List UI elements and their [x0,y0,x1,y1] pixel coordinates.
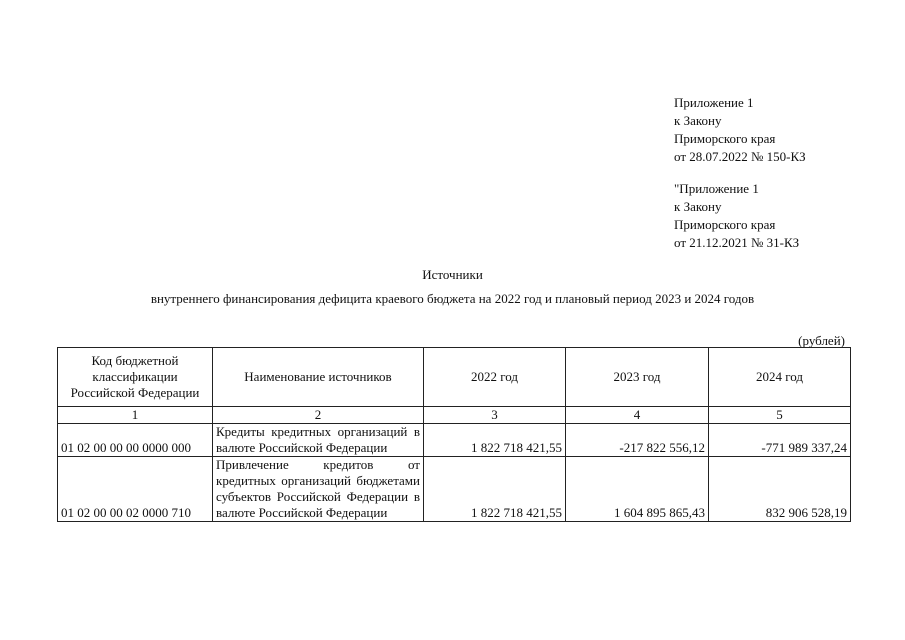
units-label: (рублей) [798,333,845,348]
amount-2022: 1 822 718 421,55 [424,457,566,522]
header-source-name: Наименование источников [213,348,424,407]
appendix-reference-prior [674,180,799,252]
appendix-reference-current [674,94,806,166]
source-name: Привлечение кредитов от кредитных организаций бюджетами субъектов Российской Федерации в валюте Российской Федерации [213,457,424,522]
classification-code: 01 02 00 00 02 0000 710 [58,457,213,522]
table-header-row [58,348,851,407]
source-name: Кредиты кредитных организаций в валюте Российской Федерации [213,424,424,457]
header-year-2024: 2024 год [709,348,851,407]
amount-2022: 1 822 718 421,55 [424,424,566,457]
header-classification-code: Код бюджетной классификации Российской Федерации [58,348,213,407]
document-title: Источники [422,267,483,282]
column-number: 3 [424,407,566,424]
appendix-region: Приморского края [674,131,776,146]
appendix-label: "Приложение 1 [674,181,759,196]
column-number: 4 [566,407,709,424]
appendix-label: Приложение 1 [674,95,754,110]
column-number: 2 [213,407,424,424]
appendix-law-date-number: от 21.12.2021 № 31-КЗ [674,235,800,250]
appendix-region: Приморского края [674,217,776,232]
table-row [58,457,851,522]
appendix-law-date-number: от 28.07.2022 № 150-КЗ [674,149,806,164]
header-year-2023: 2023 год [566,348,709,407]
column-number: 1 [58,407,213,424]
table-row [58,424,851,457]
amount-2024: 832 906 528,19 [709,457,851,522]
classification-code: 01 02 00 00 00 0000 000 [58,424,213,457]
appendix-law-label: к Закону [674,199,722,214]
column-number-row [58,407,851,424]
appendix-law-label: к Закону [674,113,722,128]
financing-sources-table [57,347,851,522]
document-subtitle: внутреннего финансирования дефицита краевого бюджета на 2022 год и плановый период 2023 и 2024 годов [150,291,755,306]
amount-2024: -771 989 337,24 [709,424,851,457]
column-number: 5 [709,407,851,424]
amount-2023: 1 604 895 865,43 [566,457,709,522]
amount-2023: -217 822 556,12 [566,424,709,457]
header-year-2022: 2022 год [424,348,566,407]
